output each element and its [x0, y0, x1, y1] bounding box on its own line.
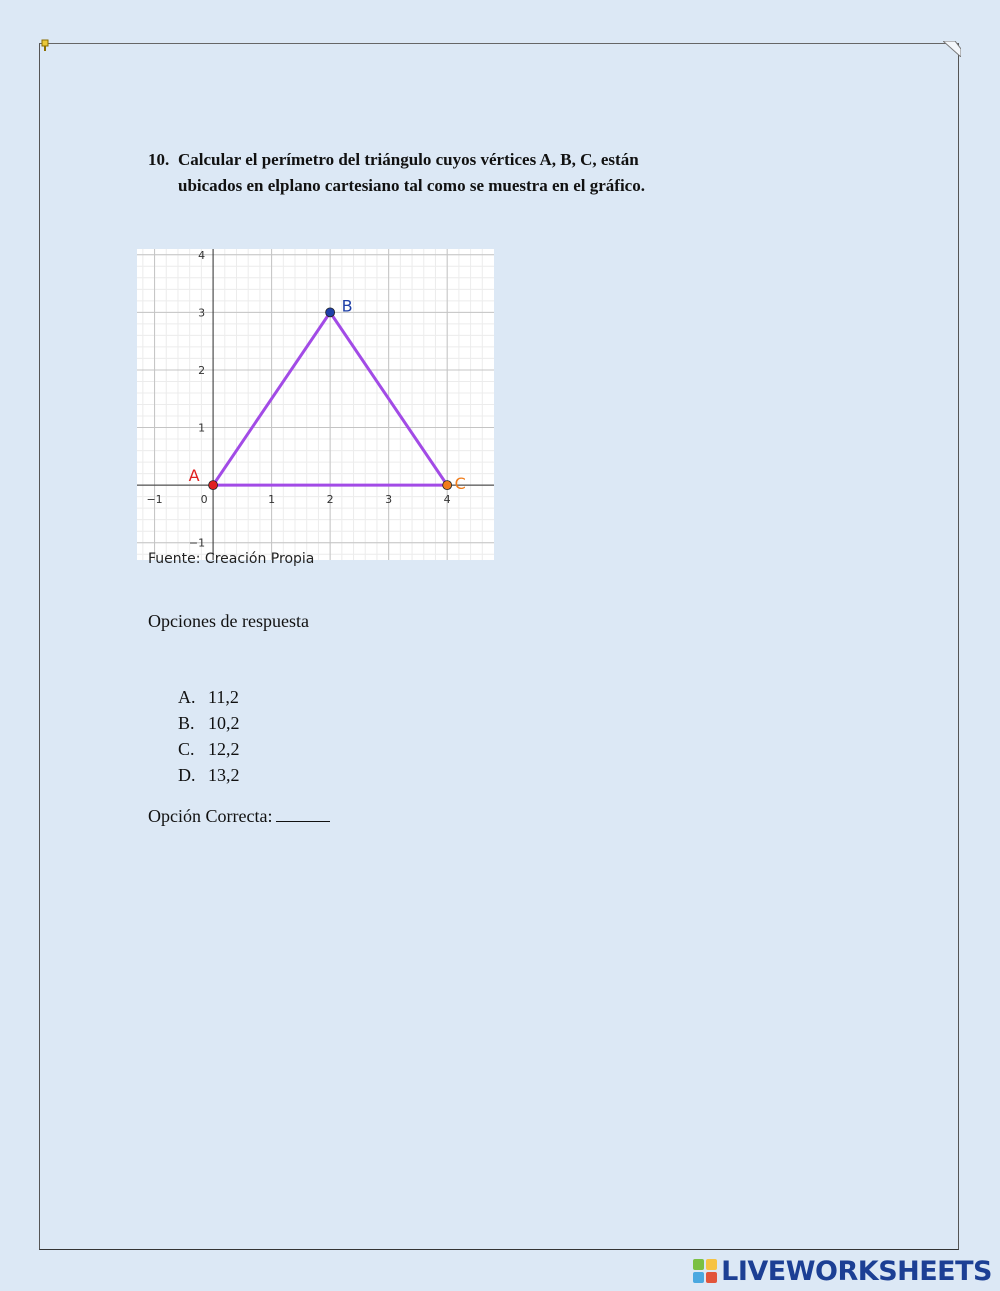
x-tick-label: 2: [326, 493, 334, 507]
question-line-2: ubicados en elplano cartesiano tal como se muestra en el gráfico.: [178, 176, 645, 195]
correct-answer-blank[interactable]: [276, 805, 330, 822]
page-corner-fold: [943, 41, 961, 57]
question-number: 10.: [148, 150, 170, 169]
question-text: [148, 147, 748, 199]
x-tick-label: 0: [200, 493, 208, 507]
y-tick-label: 1: [198, 421, 206, 435]
x-tick-label: 1: [268, 493, 276, 507]
y-tick-label: −1: [188, 536, 206, 550]
correct-answer-label: Opción Correcta:: [148, 806, 273, 826]
answer-option[interactable]: [178, 764, 240, 790]
answer-option[interactable]: [178, 712, 240, 738]
option-letter: A.: [178, 687, 196, 707]
question-line-1: Calcular el perímetro del triángulo cuyos vértices A, B, C, están: [178, 150, 639, 169]
vertex-point-b: [326, 308, 335, 317]
y-tick-label: 4: [198, 249, 206, 262]
y-tick-label: 2: [198, 363, 206, 377]
answer-option[interactable]: [178, 686, 240, 712]
correct-answer-line: [148, 805, 330, 827]
x-tick-label: 4: [443, 493, 451, 507]
option-letter: C.: [178, 739, 195, 759]
worksheet-page: [39, 43, 959, 1250]
liveworksheets-logo-icon: [693, 1259, 717, 1283]
x-tick-label: 3: [385, 493, 393, 507]
vertex-point-c: [443, 481, 452, 490]
option-value: 13,2: [208, 765, 240, 785]
liveworksheets-logo: [693, 1256, 992, 1286]
pin-icon: [41, 39, 49, 51]
liveworksheets-brand-text: LIVEWORKSHEETS: [721, 1255, 992, 1287]
option-letter: B.: [178, 713, 195, 733]
answer-options-list: [178, 686, 240, 790]
answer-option[interactable]: [178, 738, 240, 764]
cartesian-plane-graph: [137, 249, 494, 560]
vertex-label-a: A: [188, 466, 200, 486]
graph-source-caption: Fuente: Creación Propia: [148, 551, 315, 567]
vertex-point-a: [209, 481, 218, 490]
vertex-label-c: C: [454, 474, 466, 494]
option-value: 12,2: [208, 739, 240, 759]
option-letter: D.: [178, 765, 196, 785]
y-tick-label: 3: [198, 306, 206, 320]
x-tick-label: −1: [146, 493, 163, 507]
option-value: 10,2: [208, 713, 240, 733]
vertex-label-b: B: [341, 296, 353, 316]
options-heading: Opciones de respuesta: [148, 611, 309, 631]
option-value: 11,2: [208, 687, 239, 707]
